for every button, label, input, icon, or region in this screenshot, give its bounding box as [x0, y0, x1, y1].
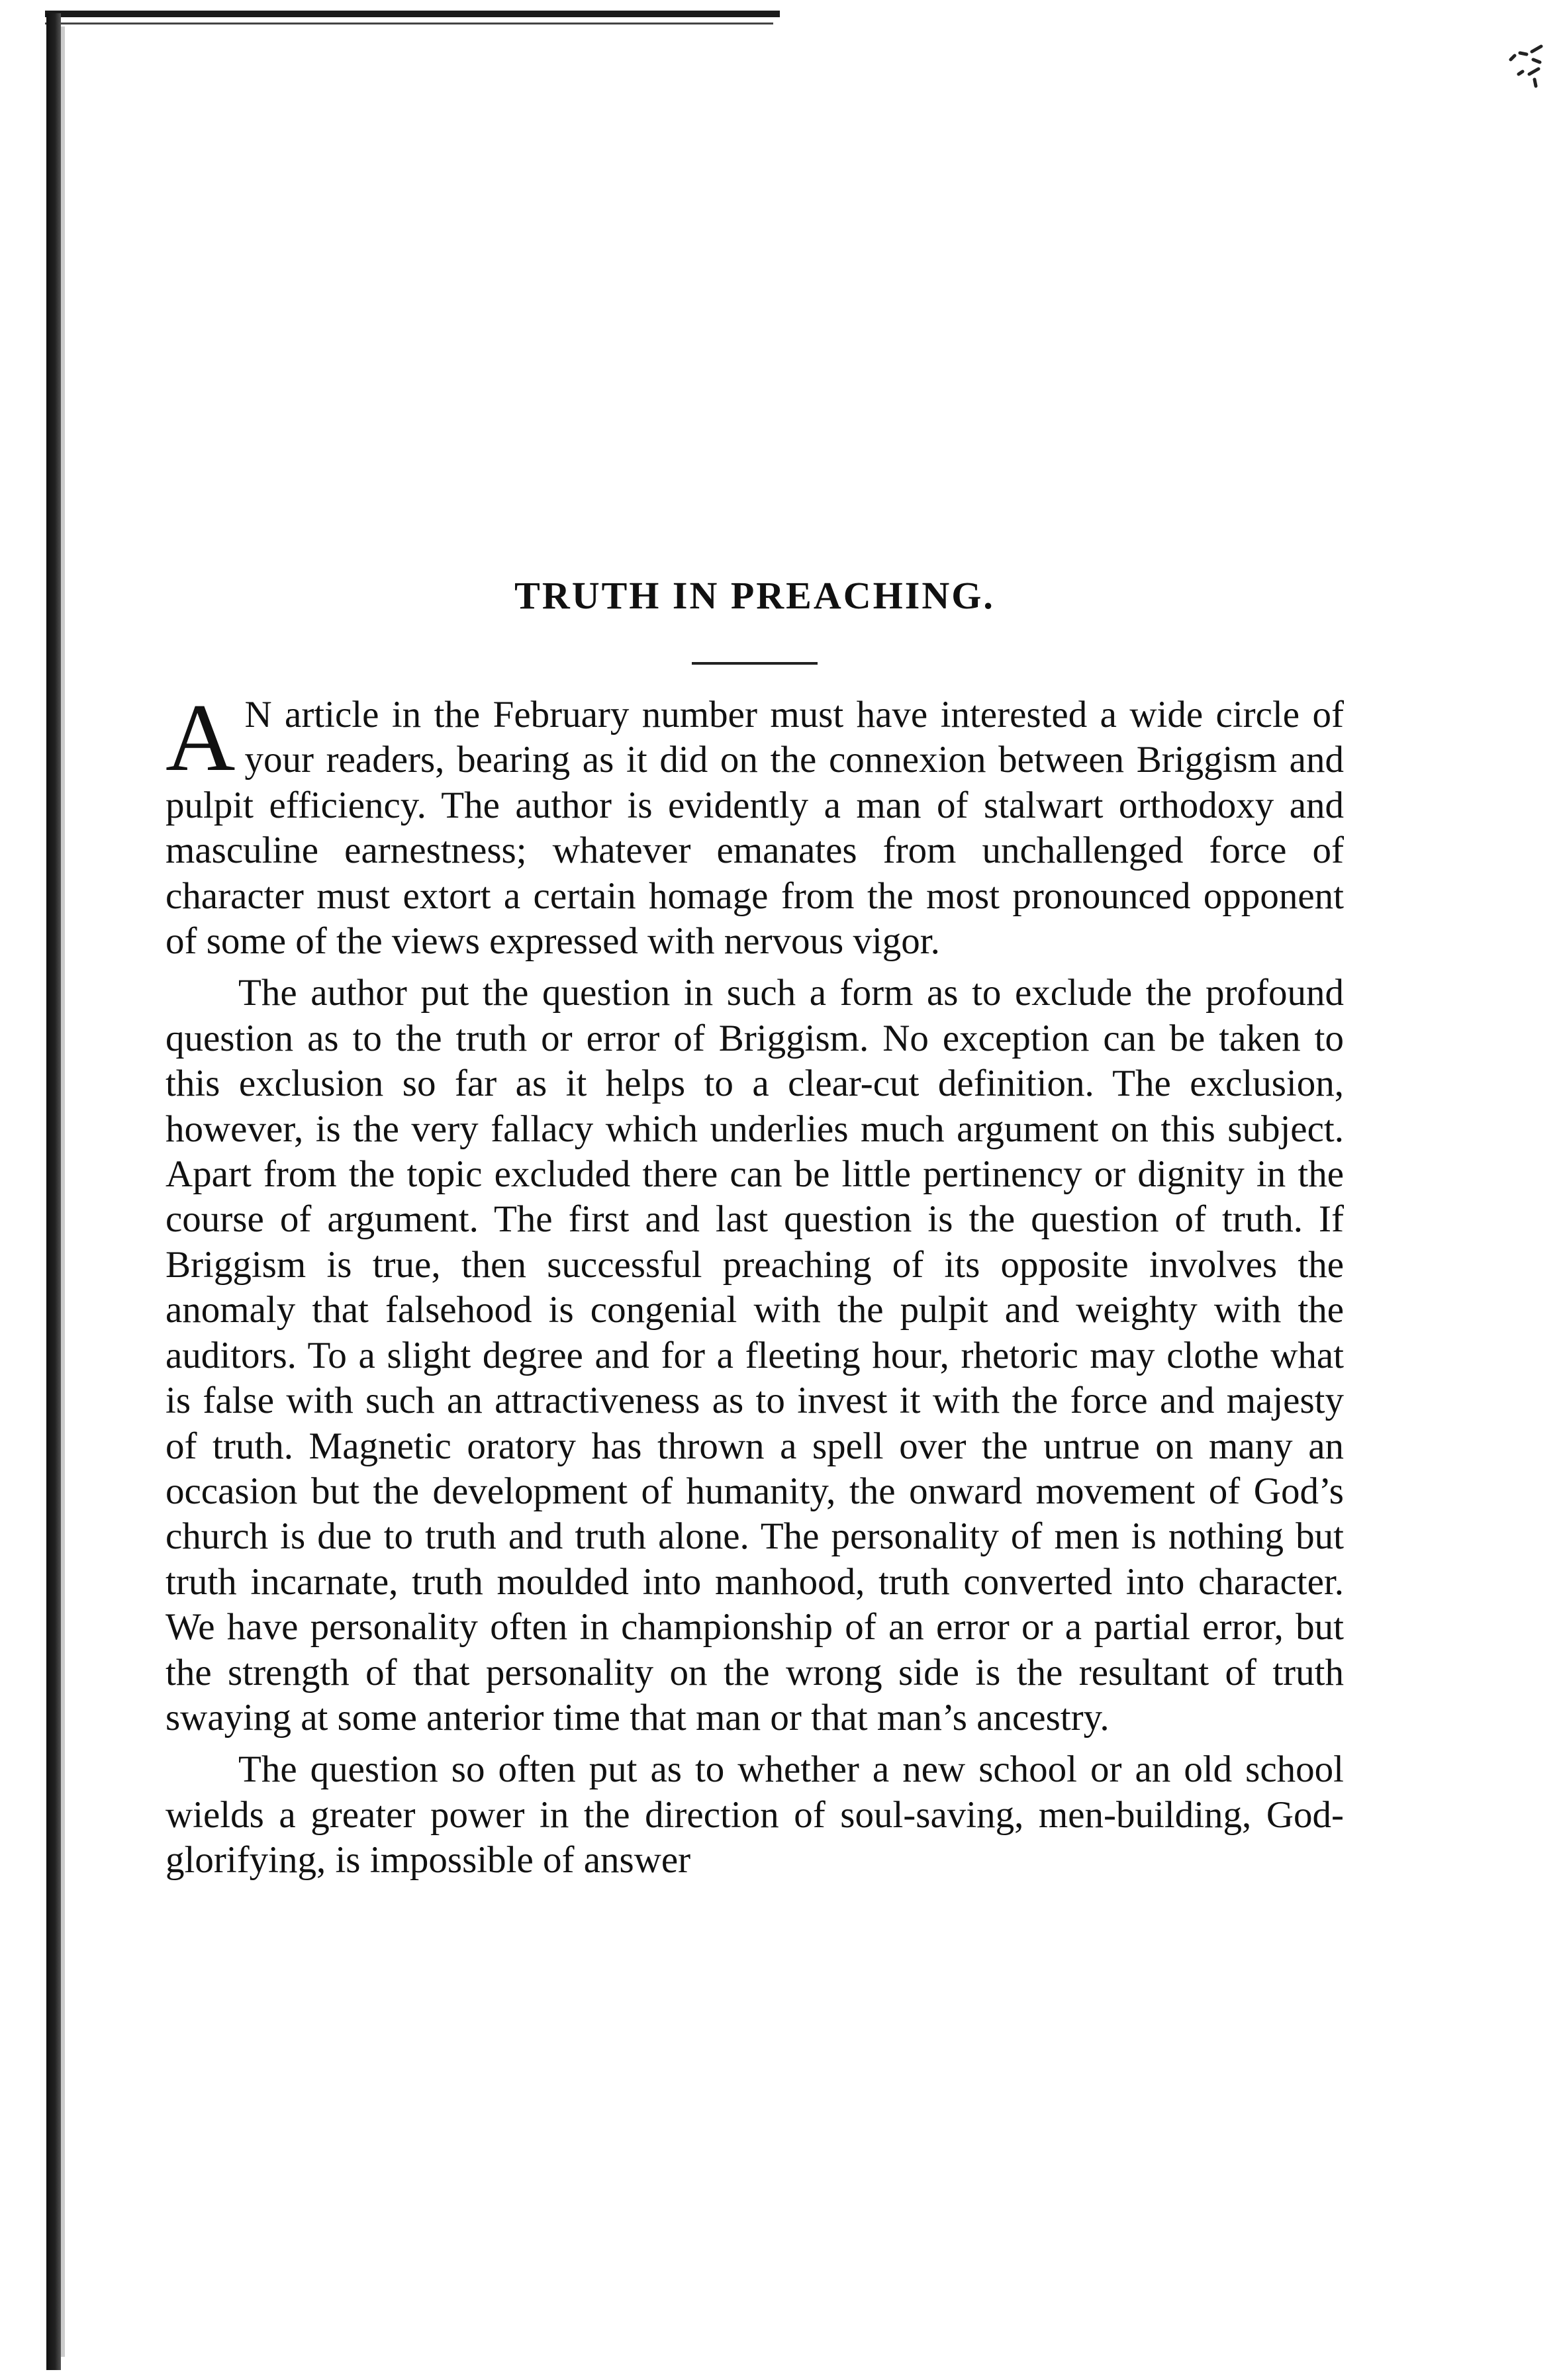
page-top-edge: [45, 11, 780, 17]
paragraph-1-text: N article in the February number must have interested a wide circle of your readers, bearing as it did on the connexion between Briggism and pulpit efficiency. The author is evidently a man of stalwart orthodoxy and masculine earnestness; whatever emanates from unchallenged force of character must extort a certain homage from the most pronounced opponent of some of the views expressed with nervous vigor.: [166, 694, 1344, 963]
article-title: TRUTH IN PREACHING.: [514, 574, 995, 617]
page-top-edge-thin: [45, 23, 773, 24]
article-paragraph-3: The question so often put as to whether a new school or an old school wields a greater power in the direction of soul-saving, men-building, God-glorifying, is impossible of answer: [166, 1748, 1344, 1881]
article-paragraph-1: [166, 684, 1344, 964]
page-corner-mark: [1507, 40, 1546, 119]
page-binding-edge: [46, 13, 61, 2370]
drop-cap-letter: A: [166, 684, 236, 791]
article-column: [166, 569, 1344, 1890]
corner-scribble-icon: [1507, 40, 1546, 119]
article-paragraph-2: The author put the question in such a form as to exclude the profound question as to the truth or error of Briggism. No exception can be taken to this exclusion so far as it helps to a clear-cut definition. The exclusion, however, is the very fallacy which underlies much argument on this subject. Apart from the topic excluded there can be little pertinency or dignity in the course of argument. The first and last question is the question of truth. If Briggism is true, then successful preaching of its opposite involves the anomaly that falsehood is congenial with the pulpit and weighty with the auditors. To a slight degree and for a fleeting hour, rhetoric may clothe what is false with such an attractiveness as to invest it with the force and majesty of truth. Magnetic oratory has thrown a spell over the untrue on many an occasion but the development of humanity, the onward movement of God’s church is due to truth and truth alone. The personality of men is nothing but truth incarnate, truth moulded into manhood, truth converted into character. We have personality often in championship of an error or a partial error, but the strength of that personality on the wrong side is the resultant of truth swaying at some anterior time that man or that man’s ancestry.: [166, 972, 1344, 1738]
article-body: [166, 684, 1344, 1883]
title-separator-rule: [692, 662, 818, 665]
page-binding-shadow: [61, 26, 65, 2357]
